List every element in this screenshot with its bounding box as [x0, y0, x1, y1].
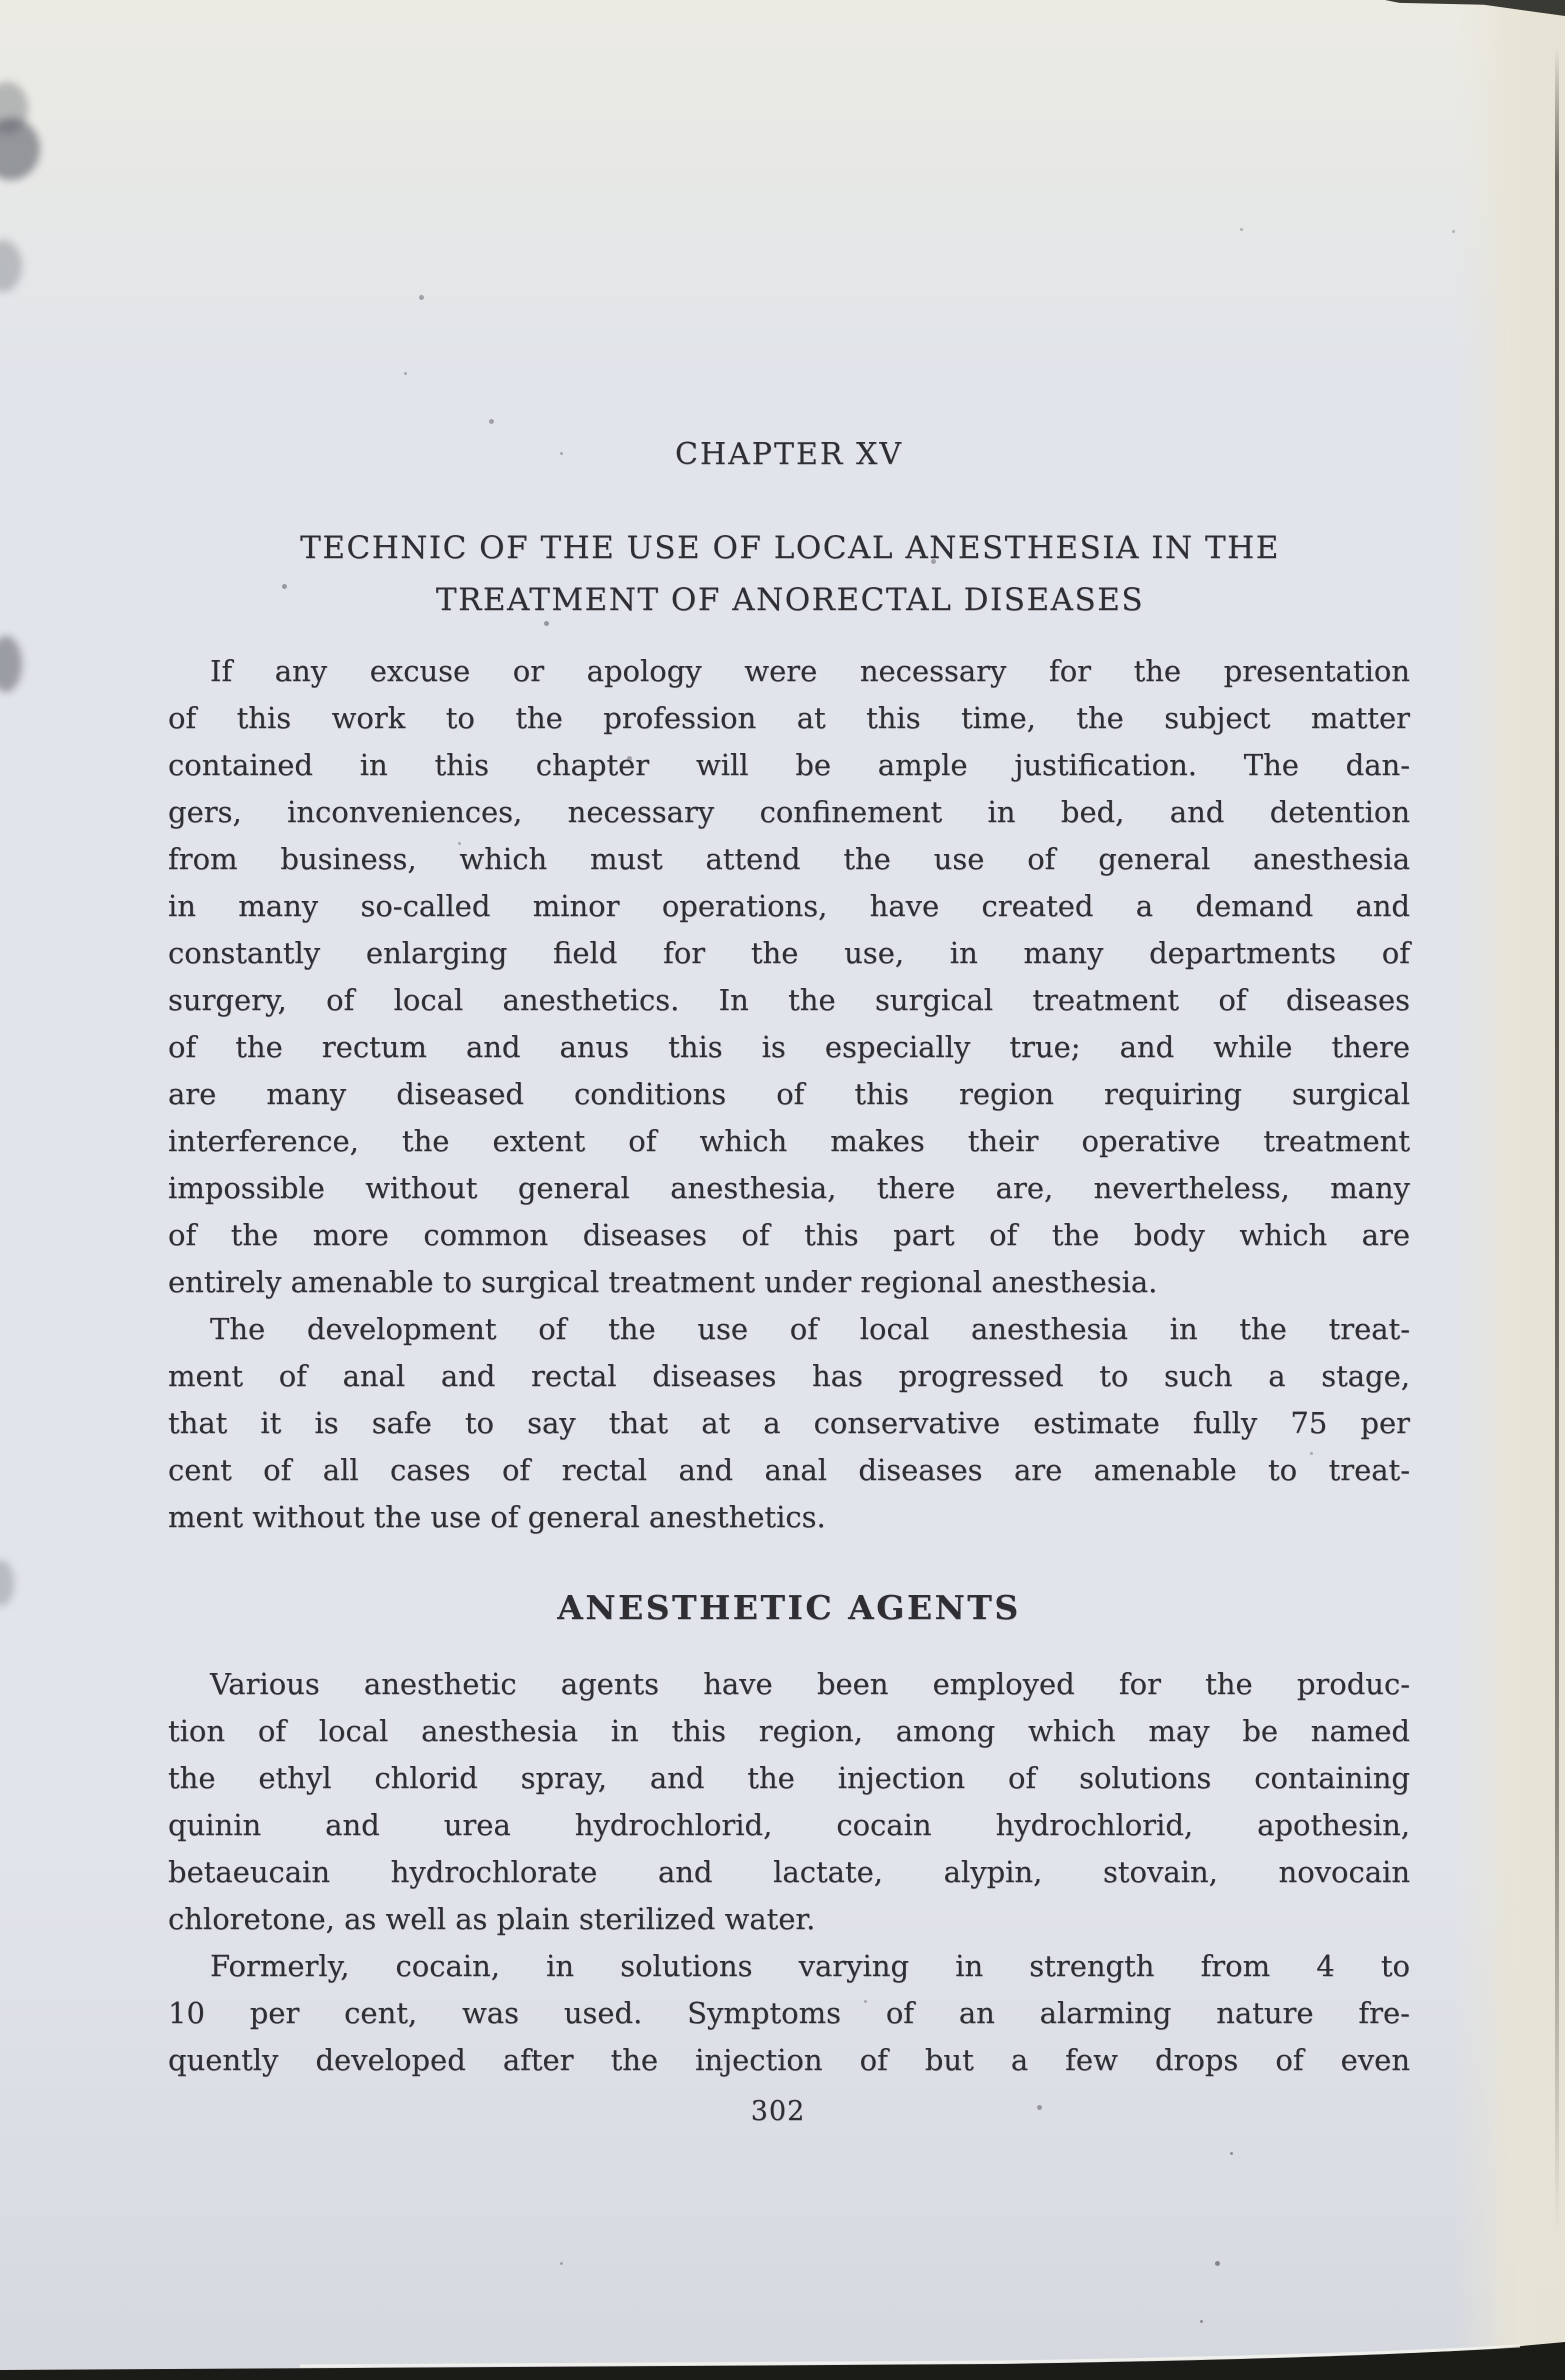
- text-line: Various anesthetic agents have been employed for the produc-: [210, 1667, 1410, 1701]
- anesthetic-agents-paragraphs: [168, 1661, 1410, 2084]
- section-heading: ANESTHETIC AGENTS: [557, 1588, 1021, 1627]
- scan-smudge: [0, 118, 40, 180]
- text-line: tion of local anesthesia in this region, among which may be named: [168, 1714, 1410, 1748]
- text-line: from business, which must attend the use of general anesthesia: [168, 842, 1410, 876]
- text-line: impossible without general anesthesia, there are, nevertheless, many: [168, 1171, 1410, 1205]
- chapter-heading: CHAPTER XV: [674, 437, 904, 472]
- intro-paragraphs: [168, 648, 1410, 1541]
- text-line: of this work to the profession at this time, the subject matter: [168, 701, 1410, 735]
- chapter-title-line-2: TREATMENT OF ANORECTAL DISEASES: [435, 582, 1145, 618]
- chapter-title-line-1: TECHNIC OF THE USE OF LOCAL ANESTHESIA IN THE: [300, 530, 1280, 566]
- text-line: entirely amenable to surgical treatment under regional anesthesia.: [168, 1265, 1158, 1299]
- text-line: Formerly, cocain, in solutions varying in strength from 4 to: [210, 1949, 1410, 1983]
- scan-smudge: [0, 240, 22, 292]
- text-line: chloretone, as well as plain sterilized water.: [168, 1902, 816, 1936]
- text-line: that it is safe to say that at a conservative estimate fully 75 per: [168, 1406, 1410, 1440]
- text-line: The development of the use of local anesthesia in the treat-: [210, 1312, 1410, 1346]
- scan-bottom-shadow: [0, 2280, 1565, 2380]
- text-line: surgery, of local anesthetics. In the surgical treatment of diseases: [168, 983, 1410, 1017]
- text-line: quently developed after the injection of but a few drops of even: [168, 2043, 1410, 2077]
- chapter-title: [140, 522, 1440, 626]
- scan-smudge: [0, 1560, 14, 1606]
- text-line: cent of all cases of rectal and anal diseases are amenable to treat-: [168, 1453, 1410, 1487]
- text-line: betaeucain hydrochlorate and lactate, alypin, stovain, novocain: [168, 1855, 1410, 1889]
- page-number: 302: [750, 2096, 806, 2127]
- text-line: ment without the use of general anesthetics.: [168, 1500, 826, 1534]
- text-line: are many diseased conditions of this region requiring surgical: [168, 1077, 1410, 1111]
- text-line: in many so-called minor operations, have created a demand and: [168, 889, 1410, 923]
- text-line: ment of anal and rectal diseases has progressed to such a stage,: [168, 1359, 1410, 1393]
- text-line: gers, inconveniences, necessary confinement in bed, and detention: [168, 795, 1410, 829]
- page-edge-strip: [1490, 0, 1565, 2380]
- text-line: of the rectum and anus this is especially true; and while there: [168, 1030, 1410, 1064]
- text-line: constantly enlarging field for the use, in many departments of: [168, 936, 1410, 970]
- text-line: interference, the extent of which makes their operative treatment: [168, 1124, 1410, 1158]
- scan-specks: [0, 0, 3, 3]
- text-line: If any excuse or apology were necessary for the presentation: [210, 654, 1410, 688]
- text-line: contained in this chapter will be ample justification. The dan-: [168, 748, 1410, 782]
- text-line: 10 per cent, was used. Symptoms of an alarming nature fre-: [168, 1996, 1410, 2030]
- text-line: quinin and urea hydrochlorid, cocain hydrochlorid, apothesin,: [168, 1808, 1410, 1842]
- page-edge-line: [1555, 46, 1559, 2236]
- text-line: the ethyl chlorid spray, and the injection of solutions containing: [168, 1761, 1410, 1795]
- scan-smudge: [0, 636, 22, 692]
- text-line: of the more common diseases of this part of the body which are: [168, 1218, 1410, 1252]
